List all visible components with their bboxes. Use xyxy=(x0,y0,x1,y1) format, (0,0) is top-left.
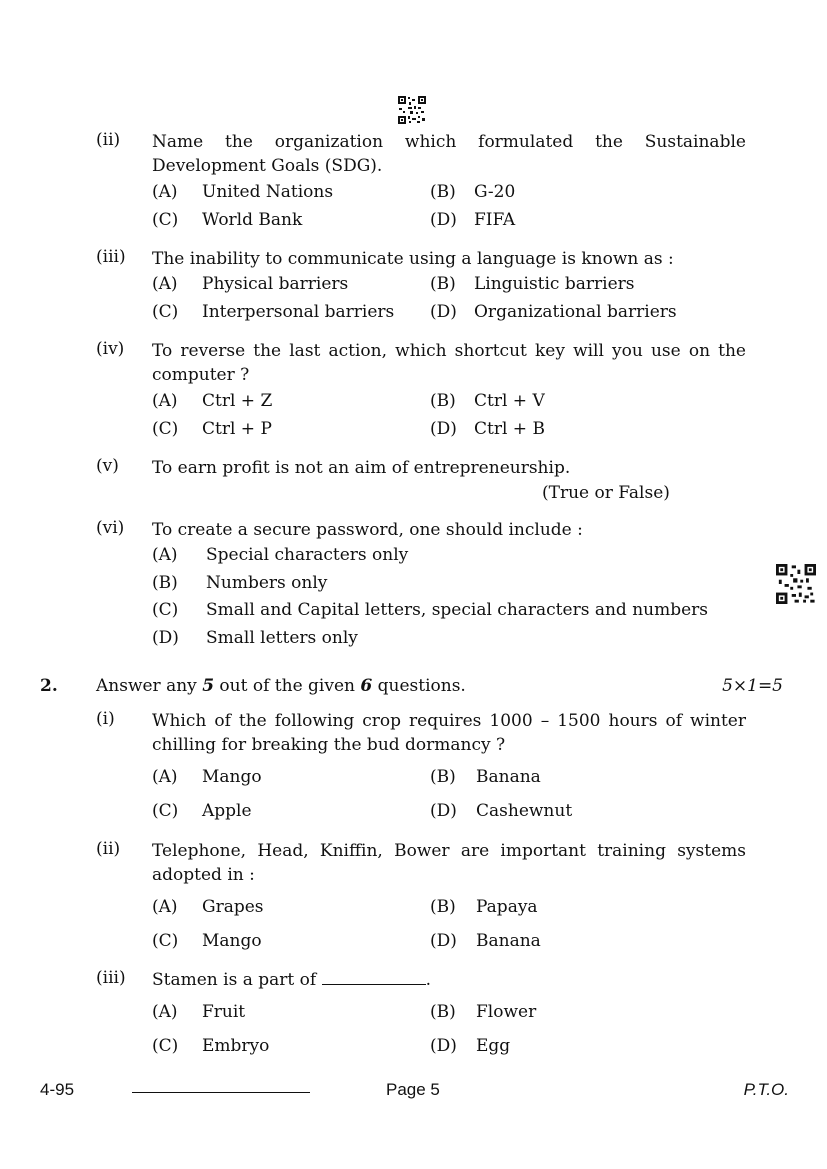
word: the xyxy=(595,132,623,152)
option-c[interactable] xyxy=(152,931,262,951)
option-label: (A) xyxy=(152,767,178,787)
question-text xyxy=(152,709,746,757)
question-text-part: Stamen is a part of xyxy=(152,970,322,990)
option-a[interactable] xyxy=(152,182,333,202)
option-d[interactable] xyxy=(430,210,515,230)
word: Sustainable xyxy=(644,132,746,152)
option-label: (A) xyxy=(152,897,178,917)
options xyxy=(152,897,746,965)
option-b[interactable] xyxy=(430,274,634,294)
options xyxy=(152,545,746,657)
option-text: Ctrl + P xyxy=(202,419,272,439)
question-2-i xyxy=(96,709,746,835)
option-text: Papaya xyxy=(476,897,538,917)
option-label: (B) xyxy=(152,573,178,593)
option-label: (C) xyxy=(152,210,179,230)
option-label: (C) xyxy=(152,302,179,322)
option-text: Banana xyxy=(476,931,541,951)
question-1-iii xyxy=(96,247,746,330)
qr-code-side xyxy=(776,564,816,604)
option-label: (B) xyxy=(430,1002,456,1022)
option-text: Ctrl + Z xyxy=(202,391,273,411)
options xyxy=(152,767,746,835)
option-label: (A) xyxy=(152,391,178,411)
option-label: (C) xyxy=(152,1036,179,1056)
option-d[interactable] xyxy=(430,419,545,439)
instruction-number: 6 xyxy=(360,676,373,696)
option-text: Egg xyxy=(476,1036,511,1056)
fill-in-blank xyxy=(322,970,426,985)
question-2-iii xyxy=(96,968,746,1070)
instruction-text: questions. xyxy=(372,676,466,696)
option-label: (B) xyxy=(430,182,456,202)
question-text-line-1 xyxy=(152,130,746,154)
option-text: Banana xyxy=(476,767,541,787)
option-text: Organizational barriers xyxy=(474,302,677,322)
question-text-line-2: Development Goals (SDG). xyxy=(152,156,383,176)
option-text: Numbers only xyxy=(206,573,328,593)
option-label: (D) xyxy=(430,1036,457,1056)
option-d[interactable] xyxy=(152,628,358,648)
option-label: (B) xyxy=(430,391,456,411)
option-text: Fruit xyxy=(202,1002,246,1022)
question-2-ii xyxy=(96,839,746,965)
option-a[interactable] xyxy=(152,391,272,411)
option-text: Interpersonal barriers xyxy=(202,302,395,322)
footer-rule xyxy=(132,1092,310,1093)
question-text: The inability to communicate using a language is known as : xyxy=(152,249,674,269)
option-d[interactable] xyxy=(430,1036,510,1056)
option-b[interactable] xyxy=(430,1002,536,1022)
instruction-text: Answer any xyxy=(96,676,203,696)
options xyxy=(152,182,746,238)
question-1-vi xyxy=(96,518,746,657)
option-b[interactable] xyxy=(152,573,327,593)
word: organization xyxy=(274,132,384,152)
options xyxy=(152,274,746,330)
option-label: (A) xyxy=(152,1002,178,1022)
qr-code-top xyxy=(398,96,426,124)
question-2-instruction xyxy=(96,676,466,696)
option-c[interactable] xyxy=(152,1036,269,1056)
option-text: Apple xyxy=(202,801,252,821)
question-number: (iii) xyxy=(96,968,126,988)
option-b[interactable] xyxy=(430,767,541,787)
option-text: Mango xyxy=(202,767,262,787)
option-label: (C) xyxy=(152,419,179,439)
option-label: (D) xyxy=(152,628,179,648)
question-2-number: 2. xyxy=(40,676,58,696)
instruction-text: out of the given xyxy=(214,676,361,696)
option-a[interactable] xyxy=(152,274,348,294)
option-label: (C) xyxy=(152,931,179,951)
question-number: (v) xyxy=(96,456,119,476)
question-text xyxy=(152,130,746,178)
option-a[interactable] xyxy=(152,545,408,565)
option-c[interactable] xyxy=(152,600,708,620)
option-text: Ctrl + V xyxy=(474,391,545,411)
option-c[interactable] xyxy=(152,419,272,439)
question-text-line-1: Telephone, Head, Kniffin, Bower are important training systems xyxy=(152,841,746,861)
question-text xyxy=(152,839,746,887)
question-number: (iv) xyxy=(96,339,125,359)
option-text: G-20 xyxy=(474,182,516,202)
option-label: (C) xyxy=(152,801,179,821)
question-text-line-2: adopted in : xyxy=(152,865,255,885)
word: formulated xyxy=(478,132,574,152)
question-1-iv xyxy=(96,339,746,447)
option-text: Grapes xyxy=(202,897,264,917)
true-false-hint: (True or False) xyxy=(542,483,670,503)
option-a[interactable] xyxy=(152,897,264,917)
option-text: World Bank xyxy=(202,210,303,230)
word: which xyxy=(404,132,457,152)
option-label: (B) xyxy=(430,274,456,294)
option-text: Special characters only xyxy=(206,545,409,565)
question-1-ii xyxy=(96,130,746,238)
question-text: To create a secure password, one should include : xyxy=(152,520,583,540)
option-label: (B) xyxy=(430,767,456,787)
question-text-line-2: chilling for breaking the bud dormancy ? xyxy=(152,735,506,755)
option-a[interactable] xyxy=(152,767,262,787)
option-d[interactable] xyxy=(430,931,541,951)
word: the xyxy=(225,132,253,152)
option-b[interactable] xyxy=(430,391,545,411)
option-c[interactable] xyxy=(152,801,252,821)
option-text: Embryo xyxy=(202,1036,270,1056)
question-text-part: . xyxy=(425,970,431,990)
option-b[interactable] xyxy=(430,182,515,202)
question-text xyxy=(152,339,746,387)
option-c[interactable] xyxy=(152,210,302,230)
option-text: Cashewnut xyxy=(476,801,573,821)
question-text xyxy=(152,968,746,992)
option-text: Physical barriers xyxy=(202,274,349,294)
option-a[interactable] xyxy=(152,1002,245,1022)
option-d[interactable] xyxy=(430,302,677,322)
option-text: Small and Capital letters, special characters and numbers xyxy=(206,600,709,620)
option-label: (A) xyxy=(152,545,178,565)
option-b[interactable] xyxy=(430,897,538,917)
option-text: FIFA xyxy=(474,210,516,230)
question-number: (iii) xyxy=(96,247,126,267)
question-text-line-1: To reverse the last action, which shortcut key will you use on the xyxy=(152,341,746,361)
word: Name xyxy=(152,132,204,152)
question-number: (i) xyxy=(96,709,115,729)
option-label: (D) xyxy=(430,801,457,821)
please-turn-over: P.T.O. xyxy=(743,1080,789,1099)
option-label: (D) xyxy=(430,210,457,230)
option-text: Ctrl + B xyxy=(474,419,545,439)
option-label: (A) xyxy=(152,182,178,202)
question-1-v xyxy=(96,456,746,503)
option-text: Flower xyxy=(476,1002,537,1022)
paper-code: 4-95 xyxy=(40,1080,75,1099)
option-text: Mango xyxy=(202,931,262,951)
question-text: To earn profit is not an aim of entrepreneurship. xyxy=(152,458,571,478)
option-d[interactable] xyxy=(430,801,572,821)
option-label: (A) xyxy=(152,274,178,294)
page-number: Page 5 xyxy=(386,1080,440,1099)
option-c[interactable] xyxy=(152,302,394,322)
question-number: (vi) xyxy=(96,518,125,538)
option-label: (C) xyxy=(152,600,179,620)
options xyxy=(152,391,746,447)
option-text: Small letters only xyxy=(206,628,358,648)
option-label: (D) xyxy=(430,302,457,322)
question-number: (ii) xyxy=(96,839,121,859)
option-label: (D) xyxy=(430,931,457,951)
marks-allocation: 5×1=5 xyxy=(722,676,783,696)
instruction-number: 5 xyxy=(202,676,215,696)
question-text-line-1: Which of the following crop requires 1000 – 1500 hours of winter xyxy=(152,711,746,731)
option-label: (B) xyxy=(430,897,456,917)
question-text-line-2: computer ? xyxy=(152,365,250,385)
question-number: (ii) xyxy=(96,130,121,150)
option-text: United Nations xyxy=(202,182,334,202)
option-label: (D) xyxy=(430,419,457,439)
option-text: Linguistic barriers xyxy=(474,274,635,294)
options xyxy=(152,1002,746,1070)
